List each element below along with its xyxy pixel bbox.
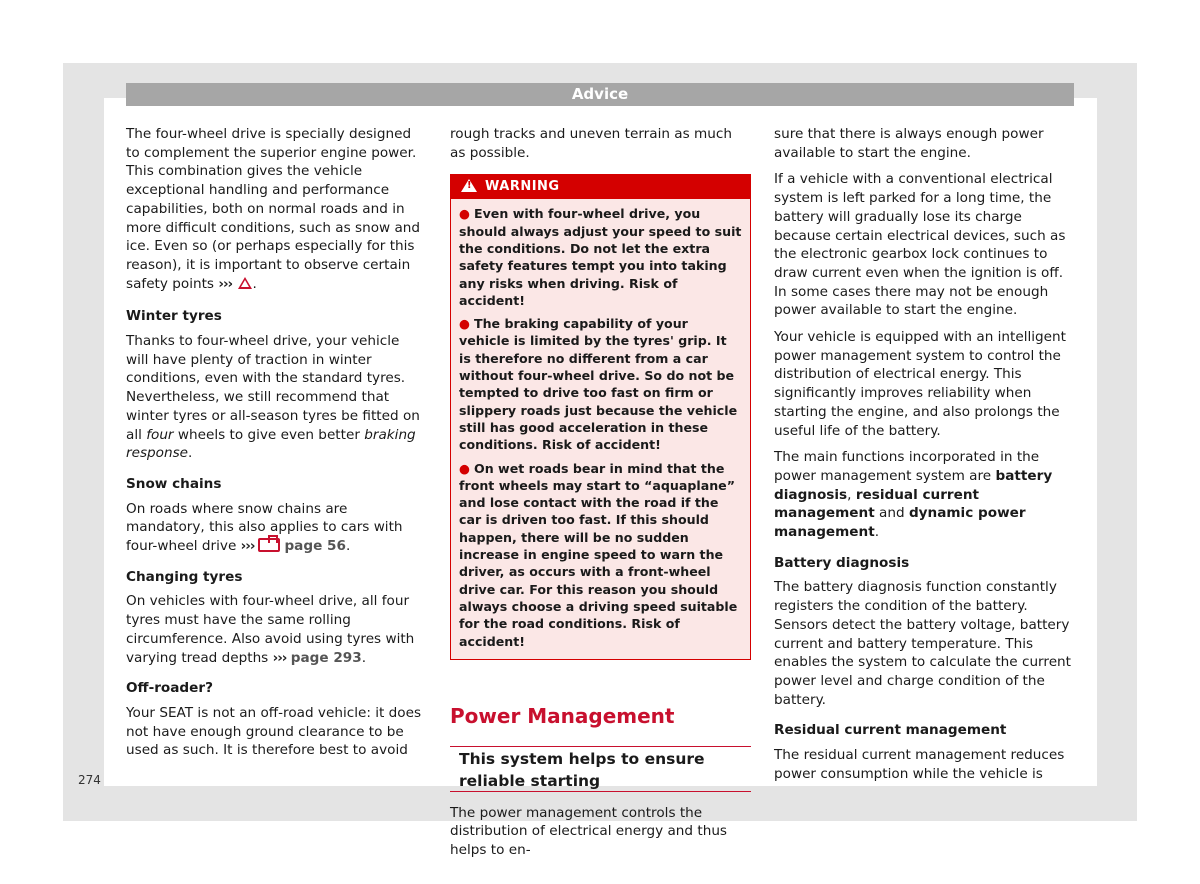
snow-chains-paragraph: On roads where snow chains are mandatory, this also applies to cars with four-wheel drive ››› page 56.: [126, 500, 403, 555]
changing-tyres-heading: Changing tyres: [126, 568, 243, 585]
reference-arrows: ›››: [240, 538, 255, 555]
warning-triangle-icon[interactable]: [238, 277, 252, 289]
bullet-icon: ●: [459, 206, 470, 222]
residual-current-paragraph: The residual current management reduces power consumption while the vehicle is: [774, 747, 1065, 782]
winter-tyres-heading: Winter tyres: [126, 308, 222, 325]
residual-current-heading: Residual current management: [774, 722, 1007, 739]
main-functions-paragraph: The main functions incorporated in the power management system are battery diagnosis, residual current management and dynamic power management.: [774, 449, 1053, 541]
booklet-icon: [258, 538, 280, 552]
continuation-paragraph: rough tracks and uneven terrain as much as possible.: [450, 126, 732, 161]
reference-arrows: ›››: [272, 649, 287, 666]
warning-header: !WARNING: [451, 175, 750, 199]
bullet-icon: ●: [459, 460, 470, 476]
page-293-link[interactable]: page 293: [290, 649, 362, 666]
column-3: [774, 125, 1074, 792]
warning-item: ● On wet roads bear in mind that the front wheels may start to “aquaplane” and lose contact with the road if the car is driven too fast. If this should happen, there will be no sudden increase in engine speed to warn the driver, as occurs with a front-wheel drive car. For this reason you should always choose a driving speed suitable for the road conditions. Risk of accident!: [459, 460, 738, 649]
warning-body: [451, 199, 750, 658]
changing-tyres-paragraph: On vehicles with four-wheel drive, all four tyres must have the same rolling circumference. Also avoid using tyres with varying tread depths ››› page 293.: [126, 593, 415, 666]
warning-icon: [461, 179, 477, 192]
sub-title: This system helps to ensure reliable starting: [450, 746, 751, 792]
off-roader-heading: Off-roader?: [126, 680, 213, 697]
equipped-paragraph: Your vehicle is equipped with an intelligent power management system to control the distribution of electrical energy. This significantly improves reliability when starting the engine, and also prolongs the useful life of the battery.: [774, 329, 1066, 439]
battery-diagnosis-paragraph: The battery diagnosis function constantly registers the condition of the battery. Sensors detect the battery voltage, battery current and battery temperature. This enables the system to calculate the current power level and charge condition of the battery.: [774, 579, 1072, 708]
warning-item: ● Even with four-wheel drive, you should always adjust your speed to suit the conditions. Do not let the extra safety features tempt you into taking any risks when driving. Risk of accident!: [459, 206, 742, 308]
warning-item: ● The braking capability of your vehicle is limited by the tyres' grip. It is therefore no different from a car without four-wheel drive. So do not be tempted to drive too fast on firm or slippery roads just because the vehicle still has good acceleration in these conditions. Risk of accident!: [459, 316, 738, 453]
continuation-paragraph: sure that there is always enough power available to start the engine.: [774, 126, 1044, 161]
column-1: [126, 125, 426, 768]
page-number: 274: [78, 773, 101, 787]
bullet-icon: ●: [459, 316, 470, 332]
parked-vehicle-paragraph: If a vehicle with a conventional electrical system is left parked for a long time, the battery will gradually lose its charge because certain electrical devices, such as the electronic gearbox lock continues to draw current even when the ignition is off. In some cases there may not be enough power available to start the engine.: [774, 171, 1066, 319]
winter-tyres-paragraph: Thanks to four-wheel drive, your vehicle will have plenty of traction in winter conditions, even with the standard tyres. Nevertheless, we still recommend that winter tyres or all-season tyres be fitted on all four wheels to give even better braking response.: [126, 333, 420, 462]
page-56-link[interactable]: page 56: [284, 538, 346, 555]
reference-arrows: ›››: [218, 275, 233, 292]
column-2: [450, 125, 751, 868]
warning-box: [450, 174, 751, 659]
power-management-paragraph: The power management controls the distribution of electrical energy and thus helps to en-: [450, 804, 728, 858]
section-title: Power Management: [450, 703, 675, 728]
advice-header-bar: Advice: [126, 83, 1074, 106]
off-roader-paragraph: Your SEAT is not an off-road vehicle: it does not have enough ground clearance to be used as such. It is therefore best to avoid: [126, 704, 422, 759]
snow-chains-heading: Snow chains: [126, 475, 222, 492]
battery-diagnosis-heading: Battery diagnosis: [774, 554, 910, 571]
intro-paragraph: The four-wheel drive is specially designed to complement the superior engine power. This combination gives the vehicle exceptional handling and performance capabilities, both on normal roads and in more difficult conditions, such as snow and ice. Even so (or perhaps especially for this reason), it is important to observe certain safety points ››› .: [126, 126, 421, 292]
